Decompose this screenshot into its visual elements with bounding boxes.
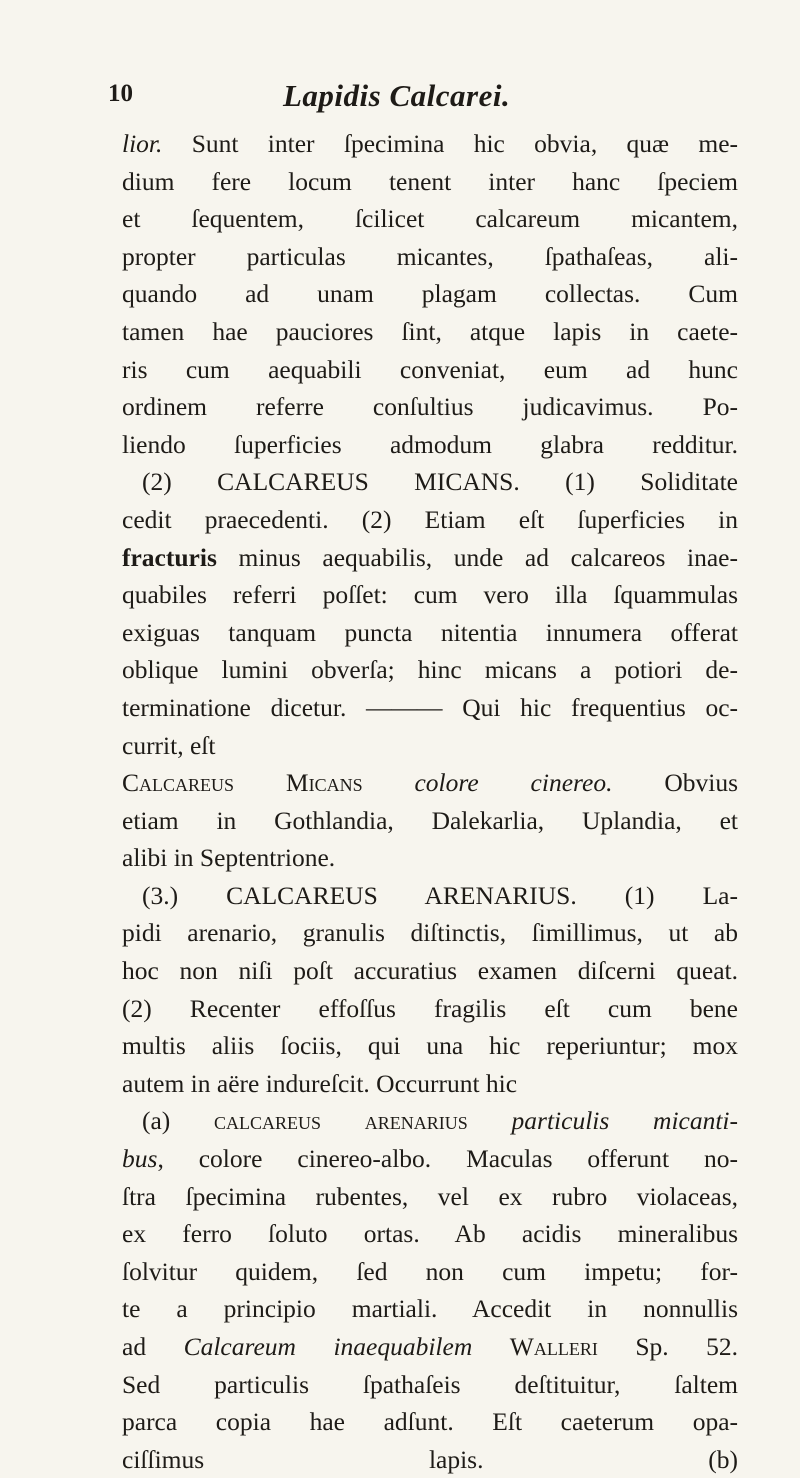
text-line bbox=[122, 990, 738, 1028]
text-segment: minus aequabilis, unde ad calcareos inae- bbox=[216, 542, 738, 572]
text-segment: etiam in Gothlandia, Dalekarlia, Uplandia, et bbox=[122, 805, 738, 835]
text-segment: dium fere locum tenent inter hanc ſpeciem bbox=[122, 166, 738, 196]
text-segment: ex ferro ſoluto ortas. Ab acidis mineralibus bbox=[122, 1219, 738, 1249]
text-line bbox=[122, 914, 738, 952]
text-segment bbox=[472, 1332, 510, 1361]
text-line bbox=[122, 163, 738, 201]
text-segment: Obvius bbox=[612, 768, 739, 798]
text-line bbox=[122, 501, 738, 539]
text-segment: cedit praecedenti. (2) Etiam eſt ſuperficies in bbox=[122, 504, 738, 534]
page-number: 10 bbox=[108, 80, 133, 107]
text-line bbox=[122, 426, 738, 464]
text-segment: particulis micanti- bbox=[511, 1106, 739, 1136]
text-line bbox=[122, 1065, 738, 1103]
text-line bbox=[122, 1178, 738, 1216]
text-segment: (3.) CALCAREUS ARENARIUS. (1) La- bbox=[142, 880, 738, 910]
text-line bbox=[122, 351, 738, 389]
text-segment: Sed particulis ſpathaſeis deſtituitur, ſaltem bbox=[122, 1369, 738, 1399]
text-line bbox=[122, 1441, 738, 1478]
text-line bbox=[122, 1215, 738, 1253]
text-segment: Sunt inter ſpecimina hic obvia, quæ me- bbox=[162, 129, 738, 158]
text-segment: liendo ſuperficies admodum glabra redditur. bbox=[122, 429, 738, 459]
text-segment: ordinem referre conſultius judicavimus. Po- bbox=[122, 392, 738, 422]
text-segment: Sp. 52. bbox=[597, 1332, 739, 1361]
text-segment bbox=[468, 1106, 512, 1135]
running-title: Lapidis Calcarei. bbox=[283, 78, 511, 113]
text-line bbox=[122, 764, 738, 802]
text-segment: ris cum aequabili conveniat, eum ad hunc bbox=[122, 354, 738, 384]
text-segment: hoc non niſi poſt accuratius examen diſcerni queat. bbox=[122, 956, 738, 986]
text-segment: quabiles referri poſſet: cum vero illa ſquammulas bbox=[122, 580, 738, 610]
text-segment: currit, eſt bbox=[122, 730, 216, 760]
text-segment: ſtra ſpecimina rubentes, vel ex rubro violaceas, bbox=[122, 1181, 738, 1211]
text-line bbox=[122, 1140, 738, 1178]
text-line bbox=[122, 727, 738, 765]
text-line bbox=[122, 313, 738, 351]
text-segment: calcareus arenarius bbox=[214, 1106, 468, 1136]
text-segment: fracturis bbox=[122, 542, 217, 572]
text-segment: terminatione dicetur. ——— Qui hic frequentius oc- bbox=[122, 692, 738, 722]
text-segment: exiguas tanquam puncta nitentia innumera offerat bbox=[122, 617, 738, 647]
text-line bbox=[122, 200, 738, 238]
text-segment: lior. bbox=[122, 129, 163, 158]
text-line bbox=[122, 877, 738, 915]
text-line bbox=[122, 125, 738, 163]
text-line bbox=[122, 651, 738, 689]
text-segment: ad bbox=[122, 1332, 184, 1361]
text-segment: Walleri bbox=[509, 1332, 598, 1361]
text-segment: propter particulas micantes, ſpathaſeas, ali- bbox=[122, 241, 738, 271]
text-segment: quando ad unam plagam collectas. Cum bbox=[122, 279, 738, 309]
text-segment: alibi in Septentrione. bbox=[122, 843, 336, 873]
text-line bbox=[122, 839, 738, 877]
text-segment: (a) bbox=[142, 1106, 215, 1136]
text-segment: te a principio martiali. Accedit in nonnullis bbox=[122, 1294, 738, 1324]
text-line bbox=[122, 1403, 738, 1441]
text-segment: multis aliis ſociis, qui una hic reperiuntur; mox bbox=[122, 1031, 738, 1061]
text-segment: (2) Recenter effoſſus fragilis eſt cum bene bbox=[122, 993, 738, 1023]
text-line bbox=[122, 1290, 738, 1328]
text-line bbox=[122, 689, 738, 727]
text-segment: oblique lumini obverſa; hinc micans a potiori de- bbox=[122, 655, 738, 685]
text-line bbox=[122, 238, 738, 276]
text-line bbox=[122, 1102, 738, 1140]
text-segment bbox=[363, 768, 415, 797]
text-line bbox=[122, 802, 738, 840]
text-line bbox=[122, 463, 738, 501]
text-segment: (2) CALCAREUS MICANS. (1) Soliditate bbox=[142, 467, 738, 497]
text-line bbox=[122, 275, 738, 313]
text-segment: parca copia hae adſunt. Eſt caeterum opa- bbox=[122, 1407, 738, 1437]
page-header bbox=[108, 78, 748, 118]
text-line bbox=[122, 576, 738, 614]
text-line bbox=[122, 1328, 738, 1366]
text-line bbox=[122, 539, 738, 577]
text-segment: tamen hae pauciores ſint, atque lapis in caete- bbox=[122, 316, 738, 346]
text-segment: colore cinereo. bbox=[414, 768, 613, 798]
text-segment: et ſequentem, ſcilicet calcareum micantem, bbox=[122, 204, 738, 234]
text-segment: Calcareus Micans bbox=[122, 768, 363, 798]
body-text bbox=[122, 125, 738, 1478]
text-segment: autem in aëre indureſcit. Occurrunt hic bbox=[122, 1068, 518, 1098]
text-segment: bus bbox=[122, 1144, 158, 1174]
text-segment: ciſſimus lapis. (b) bbox=[122, 1444, 738, 1474]
text-line bbox=[122, 952, 738, 990]
text-line bbox=[122, 1027, 738, 1065]
text-line bbox=[122, 614, 738, 652]
text-line bbox=[122, 1366, 738, 1404]
text-segment: pidi arenario, granulis diſtinctis, ſimillimus, ut ab bbox=[122, 918, 738, 948]
text-line bbox=[122, 1253, 738, 1291]
text-segment: ſolvitur quidem, ſed non cum impetu; for- bbox=[122, 1256, 738, 1286]
text-segment: Calcareum inaequabilem bbox=[183, 1332, 473, 1361]
text-line bbox=[122, 388, 738, 426]
text-segment: , colore cinereo-albo. Maculas offerunt no- bbox=[157, 1144, 738, 1174]
